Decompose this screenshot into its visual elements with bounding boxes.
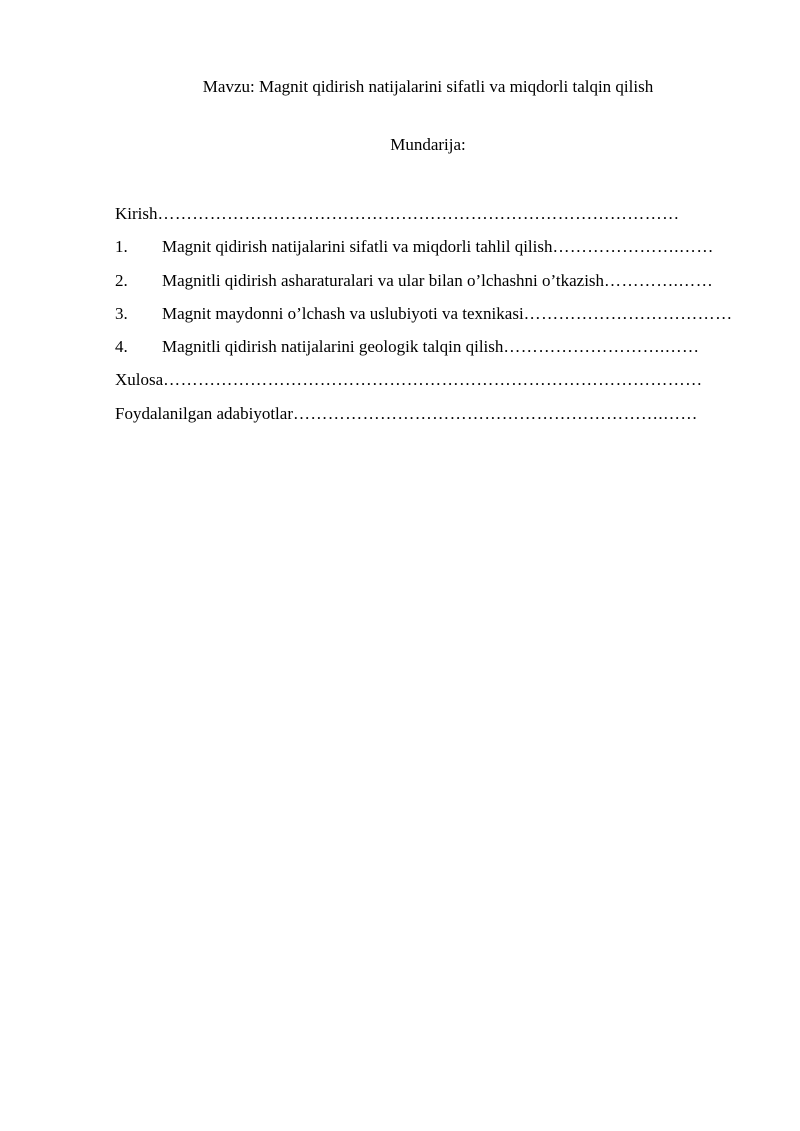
toc-dot-leader: ………………………………………………………………………………	[157, 204, 680, 223]
toc-dot-leader: ………………….……	[552, 237, 714, 257]
toc-entry-introduction	[115, 203, 735, 236]
toc-entry-number: 3.	[115, 303, 128, 323]
toc-entry-text: Magnit qidirish natijalarini sifatli va miqdorli tahlil qilish	[162, 237, 553, 257]
toc-dot-leader: ………………………………	[523, 303, 733, 323]
toc-entry-references	[115, 403, 735, 436]
toc-entry-1	[115, 236, 735, 269]
toc-entry-conclusion	[115, 369, 735, 402]
document-title: Mavzu: Magnit qidirish natijalarini sifatli va miqdorli talqin qilish	[202, 77, 654, 96]
toc-dot-leader: ……………………………………………………….……	[292, 403, 698, 423]
toc-entry-text: Foydalanilgan adabiyotlar	[115, 403, 293, 423]
toc-entry-3	[115, 303, 735, 336]
toc-entry-number: 4.	[115, 337, 128, 357]
toc-entry-text: Magnitli qidirish asharaturalari va ular bilan o’lchashni o’tkazish	[162, 270, 605, 290]
toc-entry-text: Xulosa	[115, 370, 164, 390]
toc-entry-4	[115, 336, 735, 369]
toc-heading: Mundarija:	[390, 135, 466, 154]
toc-dot-leader: ………….……	[604, 270, 714, 290]
toc-entry-text: Magnitli qidirish natijalarini geologik talqin qilish	[162, 337, 504, 357]
toc-entry-number: 2.	[115, 270, 128, 290]
toc-dot-leader: ……………………….……	[503, 337, 700, 357]
toc-entry-number: 1.	[115, 237, 128, 257]
table-of-contents	[115, 203, 735, 436]
toc-entry-text: Magnit maydonni o’lchash va uslubiyoti va texnikasi	[162, 303, 524, 323]
toc-dot-leader: …………………………………………………………………………………	[163, 370, 703, 390]
toc-entry-2	[115, 270, 735, 303]
toc-entry-text: Kirish	[115, 204, 158, 223]
